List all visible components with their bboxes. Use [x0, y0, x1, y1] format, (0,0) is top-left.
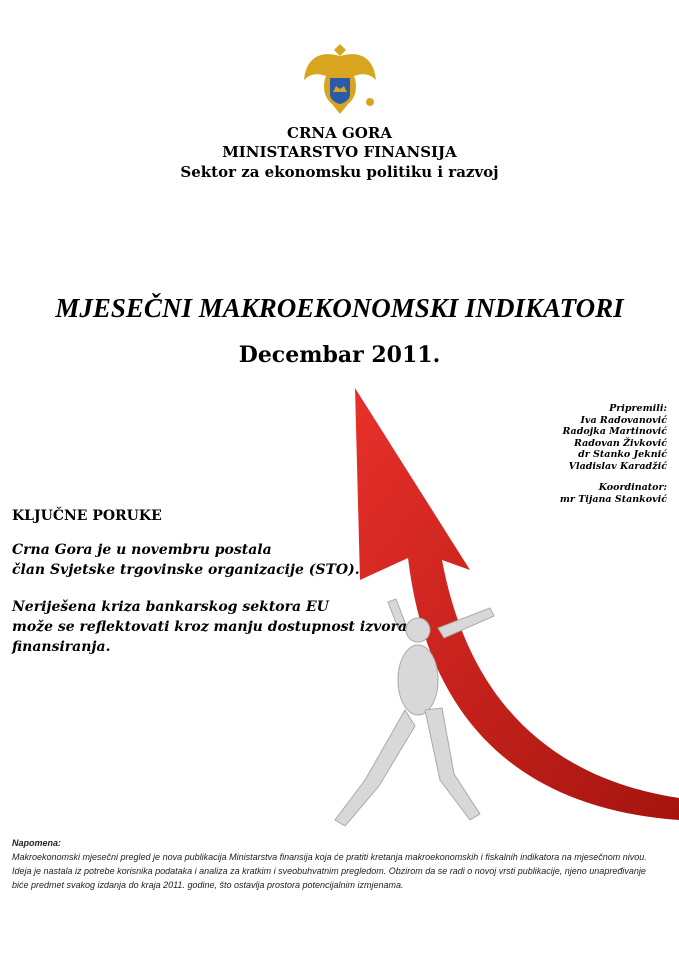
author: dr Stanko Jeknić [578, 449, 667, 460]
coordinator-label: Koordinator: [598, 482, 667, 493]
sector-name: Sektor za ekonomsku politiku i razvoj [180, 163, 499, 181]
note-line: Ideja je nastala iz potrebe korisnika podataka i analiza za kratkim i sveobuhvatnim pregledom. Obzirom da se radi o novoj vrsti publikacije, njeno unapređivanje [12, 866, 646, 876]
key-message [12, 540, 360, 580]
author: Radovan Živković [573, 437, 667, 449]
note-line: Makroekonomski mjesečni pregled je nova publikacija Ministarstva finansija koja će pratiti kretanja makroekonomskih i fiskalnih indikatora na mjesečnom nivou. [12, 852, 647, 862]
page-title: MJESEČNI MAKROEKONOMSKI INDIKATORI [55, 293, 624, 323]
key-message-line: može se reflektovati kroz manju dostupnost izvora [12, 619, 408, 635]
key-message-line: član Svjetske trgovinske organizacije (STO). [12, 562, 360, 578]
key-message-line: finansiranja. [12, 639, 111, 655]
coat-of-arms-logo [300, 40, 380, 118]
note-line: biće predmet svakog izdanja do kraja 2011. godine, što ostavlja prostora potencijalnim izmjenama. [12, 880, 404, 890]
note-label: Napomena: [12, 838, 62, 848]
key-message [12, 597, 407, 657]
prepared-label: Pripremili: [609, 403, 667, 414]
author: Radojka Martinović [562, 426, 667, 437]
key-message-line: Crna Gora je u novembru postala [12, 542, 272, 558]
ministry-name: MINISTARSTVO FINANSIJA [222, 143, 457, 161]
author: Iva Radovanović [580, 414, 667, 426]
coordinator: mr Tijana Stanković [559, 493, 667, 505]
country-name: CRNA GORA [287, 124, 392, 142]
key-message-line: Neriješena kriza bankarskog sektora EU [12, 599, 329, 615]
key-messages-heading: KLJUČNE PORUKE [12, 508, 162, 524]
note-block [12, 836, 667, 892]
report-date: Decembar 2011. [238, 342, 441, 368]
credits-block [560, 403, 667, 505]
author: Vladislav Karadžić [568, 460, 667, 472]
